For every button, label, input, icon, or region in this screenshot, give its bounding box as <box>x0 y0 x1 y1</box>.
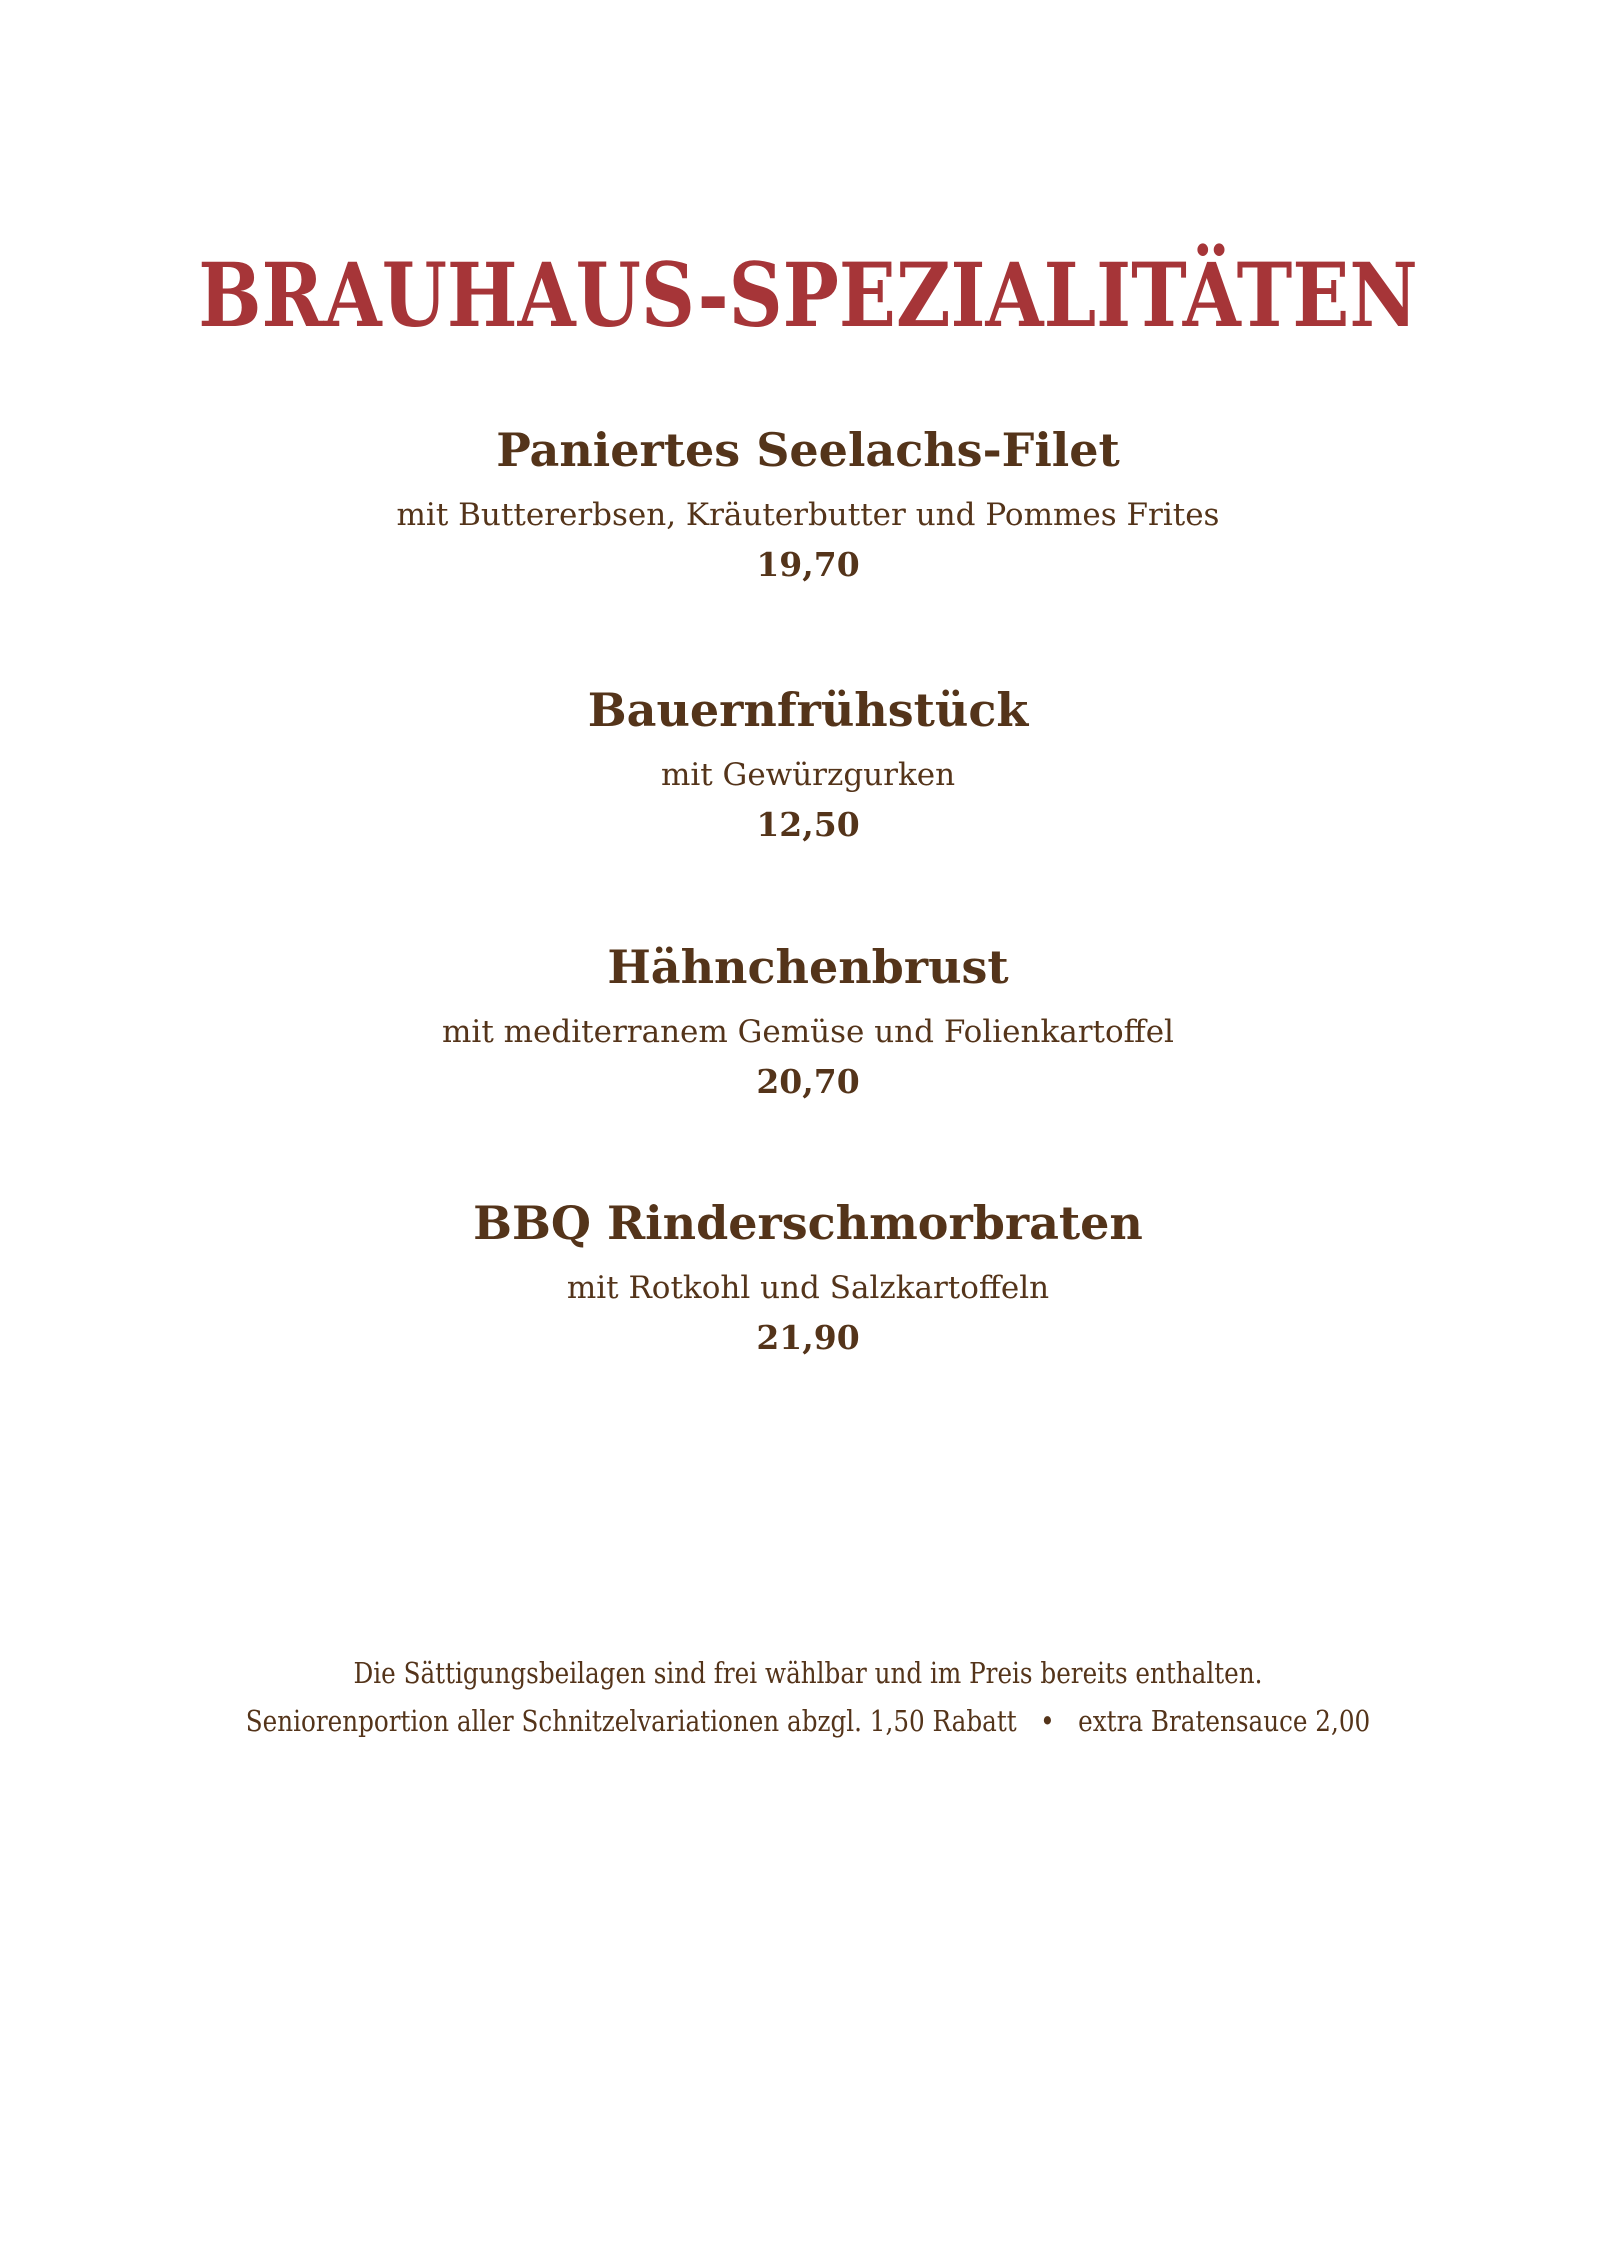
dish-price: 12,50 <box>756 805 860 844</box>
dish-description: mit Gewürzgurken <box>660 757 956 793</box>
dish-name: Paniertes Seelachs-Filet <box>496 423 1120 477</box>
page-title: BRAUHAUS-SPEZIALITÄTEN <box>198 243 1418 347</box>
footer-note-senior-portion: Seniorenportion aller Schnitzelvariationen abzgl. 1,50 Rabatt • extra Bratensauce 2,00 <box>245 1704 1371 1738</box>
dish-price: 19,70 <box>756 545 860 584</box>
dish-name: Hähnchenbrust <box>607 940 1009 994</box>
footer-notes <box>0 1649 1616 1745</box>
dish-name: BBQ Rinderschmorbraten <box>473 1196 1143 1250</box>
menu-item-paniertes-seelachs-filet <box>0 419 1616 588</box>
dish-name: Bauernfrühstück <box>587 683 1029 737</box>
menu-item-bbq-rinderschmorbraten <box>0 1192 1616 1361</box>
dish-description: mit Rotkohl und Salzkartoffeln <box>566 1270 1050 1306</box>
menu-item-haehnchenbrust <box>0 936 1616 1105</box>
dish-description: mit mediterranem Gemüse und Folienkartoffel <box>442 1014 1174 1050</box>
dish-description: mit Buttererbsen, Kräuterbutter und Pommes Frites <box>396 497 1220 533</box>
menu-item-bauernfruehstueck <box>0 679 1616 848</box>
footer-note-sides: Die Sättigungsbeilagen sind frei wählbar und im Preis bereits enthalten. <box>353 1656 1263 1690</box>
dish-price: 21,90 <box>756 1318 860 1357</box>
dish-price: 20,70 <box>756 1062 860 1101</box>
